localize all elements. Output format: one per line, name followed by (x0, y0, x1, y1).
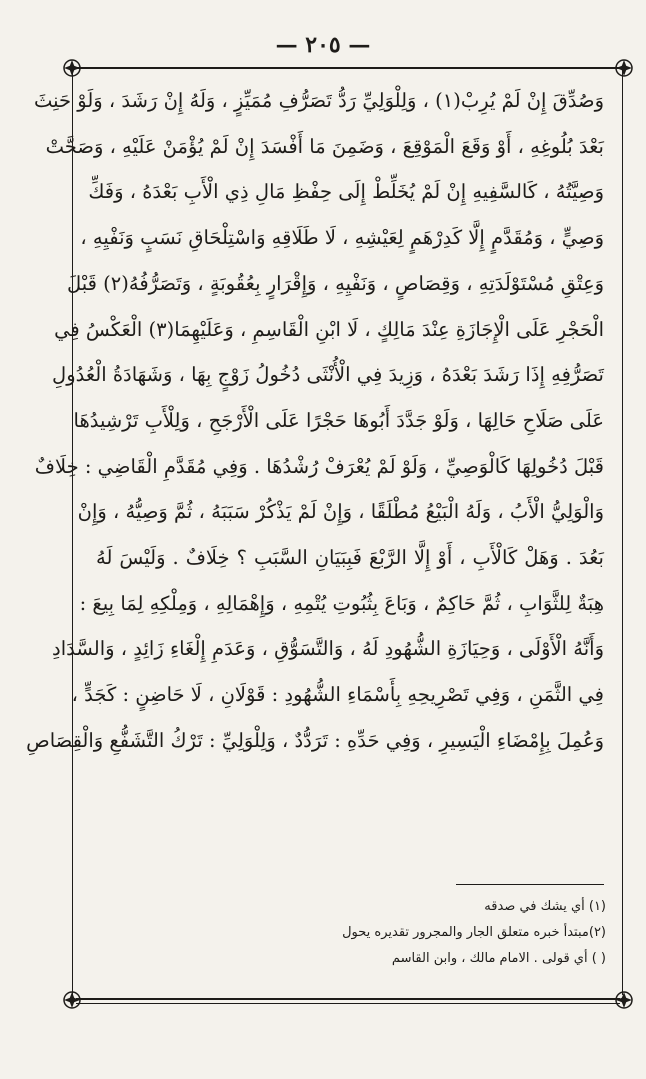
text-line: هِبَةٌ لِلثَّوَابِ ، ثُمَّ حَاكِمٌ ، وَبَاعَ بِثُبُوتِ يُتْمِهِ ، وَإِهْمَالِهِ ، وَمِلْكِهِ لِمَا بِيعَ : (79, 591, 604, 615)
body-text (26, 78, 604, 764)
text-line: الْحَجْرِ عَلَى الْإِجَازَةِ عِنْدَ مَالِكٍ ، لَا ابْنِ الْقَاسِمِ ، وَعَلَيْهِمَا(٣) الْعَكْسُ فِي (54, 317, 604, 341)
corner-ornament-icon (614, 990, 634, 1010)
footnote: (١) أي يشك في صدقه (484, 899, 606, 914)
text-line: وَعِتْقِ مُسْتَوْلَدَتِهِ ، وَقِصَاصٍ ، وَنَفْيِهِ ، وَإِقْرَارٍ بِعُقُوبَةٍ ، وَتَصَرُّفُهُ(٢) قَبْلَ (67, 271, 604, 295)
text-line: بَعْدَ بُلُوغِهِ ، أَوْ وَقَعَ الْمَوْقِعَ ، وَضَمِنَ مَا أَفْسَدَ إِنْ لَمْ يُؤْمَنْ عَلَيْهِ ، وَصَحَّتْ (45, 134, 604, 158)
text-line: وَصُدِّقَ إِنْ لَمْ يُرِبْ(١) ، وَلِلْوَلِيِّ رَدُّ تَصَرُّفِ مُمَيِّزٍ ، وَلَهُ إِنْ رَشَدَ ، وَلَوْ حَنِثَ (33, 89, 604, 112)
text-line: فِي الثَّمَنِ ، وَفِي تَصْرِيحِهِ بِأَسْمَاءِ الشُّهُودِ : قَوْلَانِ ، لَا حَاضِنٍ : كَجَدٍّ ، (71, 683, 604, 707)
left-border-rule (72, 70, 73, 995)
bottom-border-rule (76, 998, 620, 1000)
text-line: بَعُدَ . وَهَلْ كَالْأَبِ ، أَوْ إِلَّا الرَّبْعَ فَبِبَيَانِ السَّبَبِ ؟ خِلَافٌ . وَلَيْسَ لَهُ (96, 546, 604, 570)
text-line: قَبْلَ دُخُولِهَا كَالْوَصِيِّ ، وَلَوْ لَمْ يُعْرَفْ رُشْدُهَا . وَفِي مُقَدَّمِ الْقَاضِي : خِلَافٌ (34, 454, 604, 478)
bottom-border-rule-inner (76, 1003, 620, 1004)
text-line: تَصَرُّفِهِ إِذَا رَشَدَ بَعْدَهُ ، وَزِيدَ فِي الْأُنْثَى دُخُولُ زَوْجٍ بِهَا ، وَشَهَادَةُ الْعُدُولِ (52, 363, 604, 387)
page-number: — ٢٠٥ — (275, 32, 371, 58)
text-line: وَالْوَلِيُّ الْأَبُ ، وَلَهُ الْبَيْعُ مُطْلَقًا ، وَإِنْ لَمْ يَذْكُرْ سَبَبَهُ ، ثُمَّ وَصِيُّهُ ، وَإِنْ (77, 500, 604, 524)
top-border-rule (76, 67, 620, 69)
footnote-separator (456, 884, 604, 885)
corner-ornament-icon (614, 58, 634, 78)
corner-ornament-icon (62, 58, 82, 78)
text-line: وَعُمِلَ بِإِمْضَاءِ الْيَسِيرِ ، وَفِي حَدِّهِ : تَرَدُّدٌ ، وَلِلْوَلِيِّ : تَرْكُ التَّشَفُّعِ وَالْقِصَاصِ (26, 728, 604, 752)
footnotes (200, 894, 606, 972)
text-line: وَصِيٍّ ، وَمُقَدَّمٍ إِلَّا كَدِرْهَمٍ لِعَيْشِهِ ، لَا طَلَاقِهِ وَاسْتِلْحَاقِ نَسَبٍ وَنَفْيِهِ ، (80, 226, 604, 250)
right-border-rule (622, 70, 623, 995)
footnote: (٢)مبتدأ خبره متعلق الجار والمجرور تقديره يحول (342, 925, 606, 940)
text-line: عَلَى صَلَاحِ حَالِهَا ، وَلَوْ جَدَّدَ أَبُوهَا حَجْرًا عَلَى الْأَرْجَحِ ، وَلِلْأَبِ تَرْشِيدُهَا (73, 408, 604, 432)
text-line: وَصِيَّتُهُ ، كَالسَّفِيهِ إِنْ لَمْ يُخَلِّطْ إِلَى حِفْظِ مَالِ ذِي الْأَبِ بَعْدَهُ ، وَفَكِّ (88, 180, 604, 204)
text-line: وَأَنَّهُ الْأَوْلَى ، وَحِيَازَةِ الشُّهُودِ لَهُ ، وَالتَّسَوُّقِ ، وَعَدَمِ إِلْغَاءِ زَائِدٍ ، وَالسَّدَادِ (52, 637, 604, 661)
footnote: ( ) أي قولى . الامام مالك ، وابن القاسم (391, 951, 606, 966)
corner-ornament-icon (62, 990, 82, 1010)
